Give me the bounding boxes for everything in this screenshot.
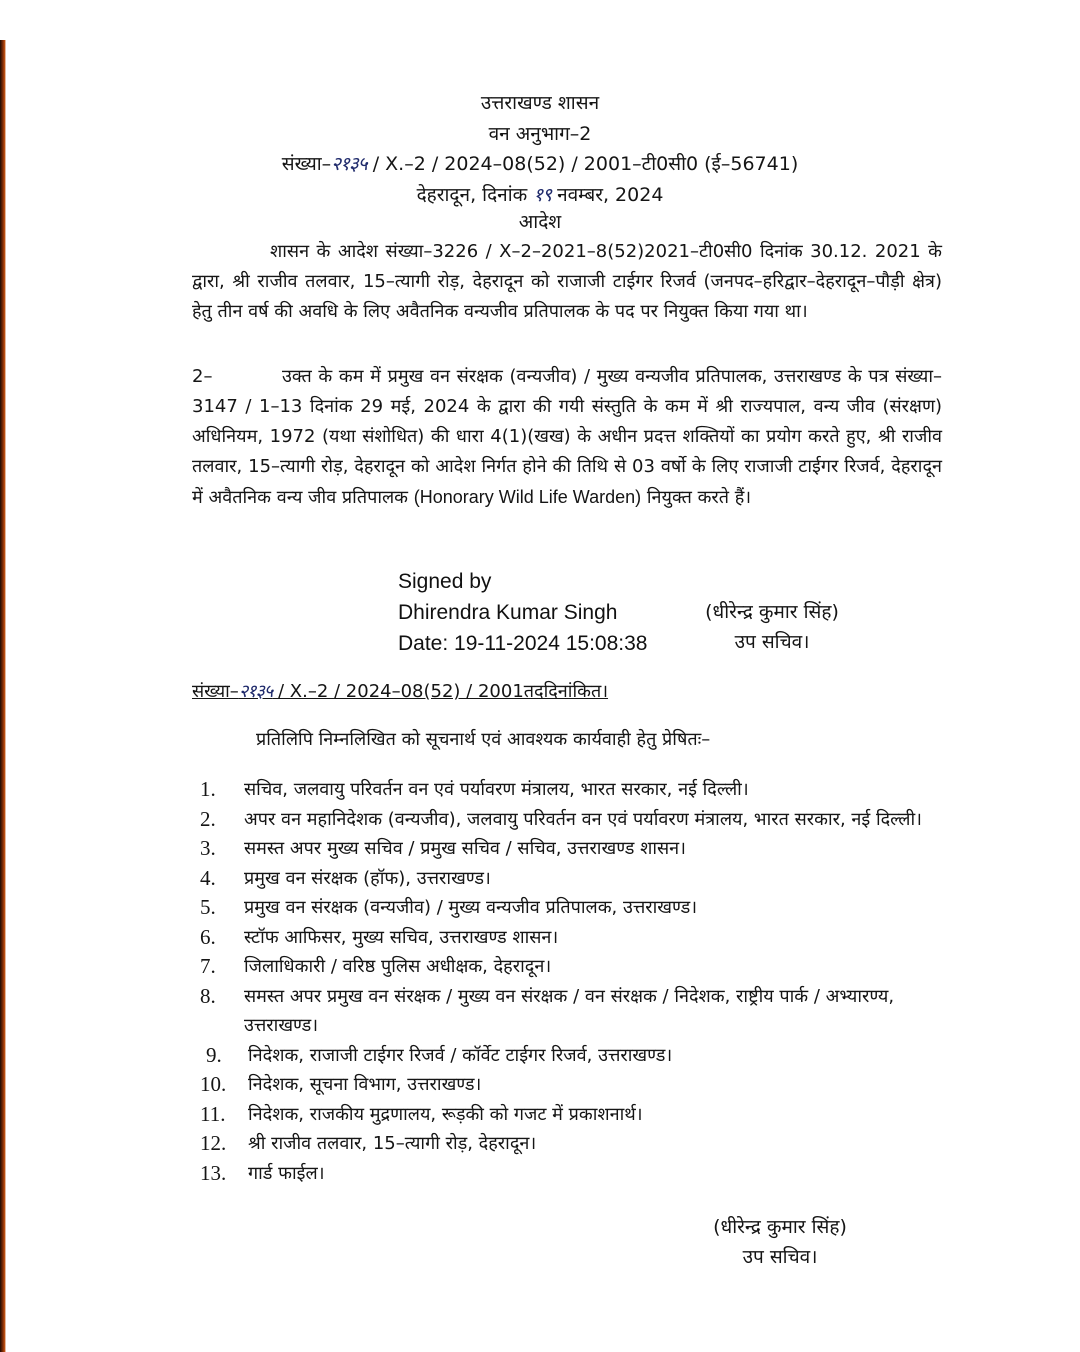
government-name: उत्तराखण्ड शासन xyxy=(480,92,600,114)
list-item-number: 4. xyxy=(200,865,216,890)
list-item-number: 10. xyxy=(200,1072,227,1096)
list-item xyxy=(200,1159,940,1189)
copy-handwritten-ref-number: २१३५ xyxy=(238,681,273,702)
list-item-number: 6. xyxy=(200,924,216,949)
list-item xyxy=(200,952,940,982)
list-item-text: जिलाधिकारी / वरिष्ठ पुलिस अधीक्षक, देहरादून। xyxy=(244,956,552,977)
handwritten-date: १९ xyxy=(533,184,552,206)
order-title: आदेश xyxy=(518,211,562,233)
list-item-text: प्रमुख वन संरक्षक (हॉफ), उत्तराखण्ड। xyxy=(244,867,491,889)
copy-ref-prefix: संख्या– xyxy=(192,681,239,702)
list-item-text: स्टॉफ आफिसर, मुख्य सचिव, उत्तराखण्ड शासन। xyxy=(244,926,559,948)
list-item-text: समस्त अपर प्रमुख वन संरक्षक / मुख्य वन संरक्षक / वन संरक्षक / निदेशक, राष्ट्रीय पार्क / अभ्यारण्य, उत्तराखण्ड। xyxy=(244,985,895,1036)
list-item xyxy=(200,864,940,894)
copy-reference-number xyxy=(192,678,608,706)
list-item-number: 8. xyxy=(200,983,216,1008)
list-item-text: समस्त अपर मुख्य सचिव / प्रमुख सचिव / सचिव, उत्तराखण्ड शासन। xyxy=(244,838,686,859)
section-name: वन अनुभाग–2 xyxy=(488,123,592,145)
list-item xyxy=(200,775,940,805)
list-item-text: अपर वन महानिदेशक (वन्यजीव), जलवायु परिवर्तन वन एवं पर्यावरण मंत्रालय, भारत सरकार, नई दिल्ली। xyxy=(244,808,922,830)
signatory-designation: उप सचिव। xyxy=(734,631,810,653)
list-item xyxy=(200,805,940,835)
paragraph-2-text: उक्त के कम में प्रमुख वन संरक्षक (वन्यजीव) / मुख्य वन्यजीव प्रतिपालक, उत्तराखण्ड के पत्र संख्या–3147 / 1–13 दिनांक 29 मई, 2024 के द्वारा की गयी संस्तुति के कम में श्री राज्यपाल, वन्य जीव (संरक्षण) अधिनियम, 1972 (यथा संशोधित) की धारा 4(1)(खख) के अधीन प्रदत्त शक्तियों का प्रयोग करते हुए, श्री राजीव तलवार, 15–त्यागी रोड़, देहरादून को आदेश निर्गत होने की तिथि से 03 वर्षो के लिए राजाजी टाईगर रिजर्व, देहरादून में अवैतनिक वन्य जीव प्रतिपालक xyxy=(192,366,942,508)
place-and-date xyxy=(0,182,1080,208)
list-item xyxy=(200,923,940,953)
copy-signatory-name-hindi: (धीरेन्द्र कुमार सिंह) xyxy=(713,1216,847,1238)
signed-date: Date: 19-11-2024 15:08:38 xyxy=(398,632,648,655)
list-item-number: 9. xyxy=(206,1042,222,1067)
list-item-number: 5. xyxy=(200,895,216,919)
list-item xyxy=(200,893,940,923)
paragraph-1-text: शासन के आदेश संख्या–3226 / X–2–2021–8(52)2021–टी0सी0 दिनांक 30.12. 2021 के द्वारा, श्री राजीव तलवार, 15–त्यागी रोड़, देहरादून को राजाजी टाईगर रिजर्व (जनपद–हरिद्वार–देहरादून–पौड़ी क्षेत्र) हेतु तीन वर्ष की अवधि के लिए अवैतनिक वन्यजीव प्रतिपालक के पद पर नियुक्त किया गया था। xyxy=(192,241,942,322)
signatory-name-hindi: (धीरेन्द्र कुमार सिंह) xyxy=(705,601,839,623)
list-item-number: 3. xyxy=(200,836,216,860)
handwritten-ref-number: २१३५ xyxy=(331,153,367,175)
paragraph-2 xyxy=(192,362,942,513)
list-item-text: श्री राजीव तलवार, 15–त्यागी रोड़, देहरादून। xyxy=(248,1133,537,1154)
paragraph-1 xyxy=(192,237,942,327)
list-item-number: 2. xyxy=(200,806,216,831)
list-item-text: प्रमुख वन संरक्षक (वन्यजीव) / मुख्य वन्यजीव प्रतिपालक, उत्तराखण्ड। xyxy=(244,897,698,918)
paragraph-2-text-end: नियुक्त करते हैं। xyxy=(641,487,752,508)
list-item xyxy=(200,1041,940,1071)
place-date-suffix: नवम्बर, 2024 xyxy=(551,184,664,206)
copy-intro: प्रतिलिपि निम्नलिखित को सूचनार्थ एवं आवश्यक कार्यवाही हेतु प्रेषितः– xyxy=(256,729,711,750)
list-item xyxy=(200,1129,940,1159)
list-item xyxy=(200,1070,940,1100)
list-item-number: 12. xyxy=(200,1131,227,1155)
list-item-number: 7. xyxy=(200,954,216,978)
list-item-number: 13. xyxy=(200,1160,227,1185)
order-reference-number xyxy=(0,151,1080,177)
list-item-text: गार्ड फाईल। xyxy=(248,1162,325,1184)
list-item-text: निदेशक, राजाजी टाईगर रिजर्व / कॉर्वेट टाईगर रिजर्व, उत्तराखण्ड। xyxy=(248,1044,673,1066)
recipient-list xyxy=(200,775,940,1188)
list-item-text: निदेशक, सूचना विभाग, उत्तराखण्ड। xyxy=(248,1074,482,1095)
list-item xyxy=(200,834,940,864)
list-item xyxy=(200,1100,940,1130)
list-item xyxy=(200,982,940,1041)
signed-by-label: Signed by xyxy=(398,570,492,593)
paragraph-2-number: 2– xyxy=(192,366,213,387)
list-item-number: 11. xyxy=(200,1101,226,1126)
list-item-number: 1. xyxy=(200,777,216,801)
copy-ref-suffix: / X.–2 / 2024–08(52) / 2001तददिनांकित। xyxy=(272,681,609,702)
signer-name: Dhirendra Kumar Singh xyxy=(398,601,618,624)
list-item-text: सचिव, जलवायु परिवर्तन वन एवं पर्यावरण मंत्रालय, भारत सरकार, नई दिल्ली। xyxy=(244,779,749,800)
digital-signature-block xyxy=(398,566,647,659)
paragraph-2-english-title: (Honorary Wild Life Warden) xyxy=(413,487,642,507)
place-date-prefix: देहरादून, दिनांक xyxy=(416,184,534,206)
copy-signatory-designation: उप सचिव। xyxy=(742,1246,818,1268)
ref-prefix: संख्या– xyxy=(281,153,332,175)
ref-suffix: / X.–2 / 2024–08(52) / 2001–टी0सी0 (ई–56741) xyxy=(366,153,799,175)
list-item-text: निदेशक, राजकीय मुद्रणालय, रूड़की को गजट में प्रकाशनार्थ। xyxy=(248,1103,643,1125)
